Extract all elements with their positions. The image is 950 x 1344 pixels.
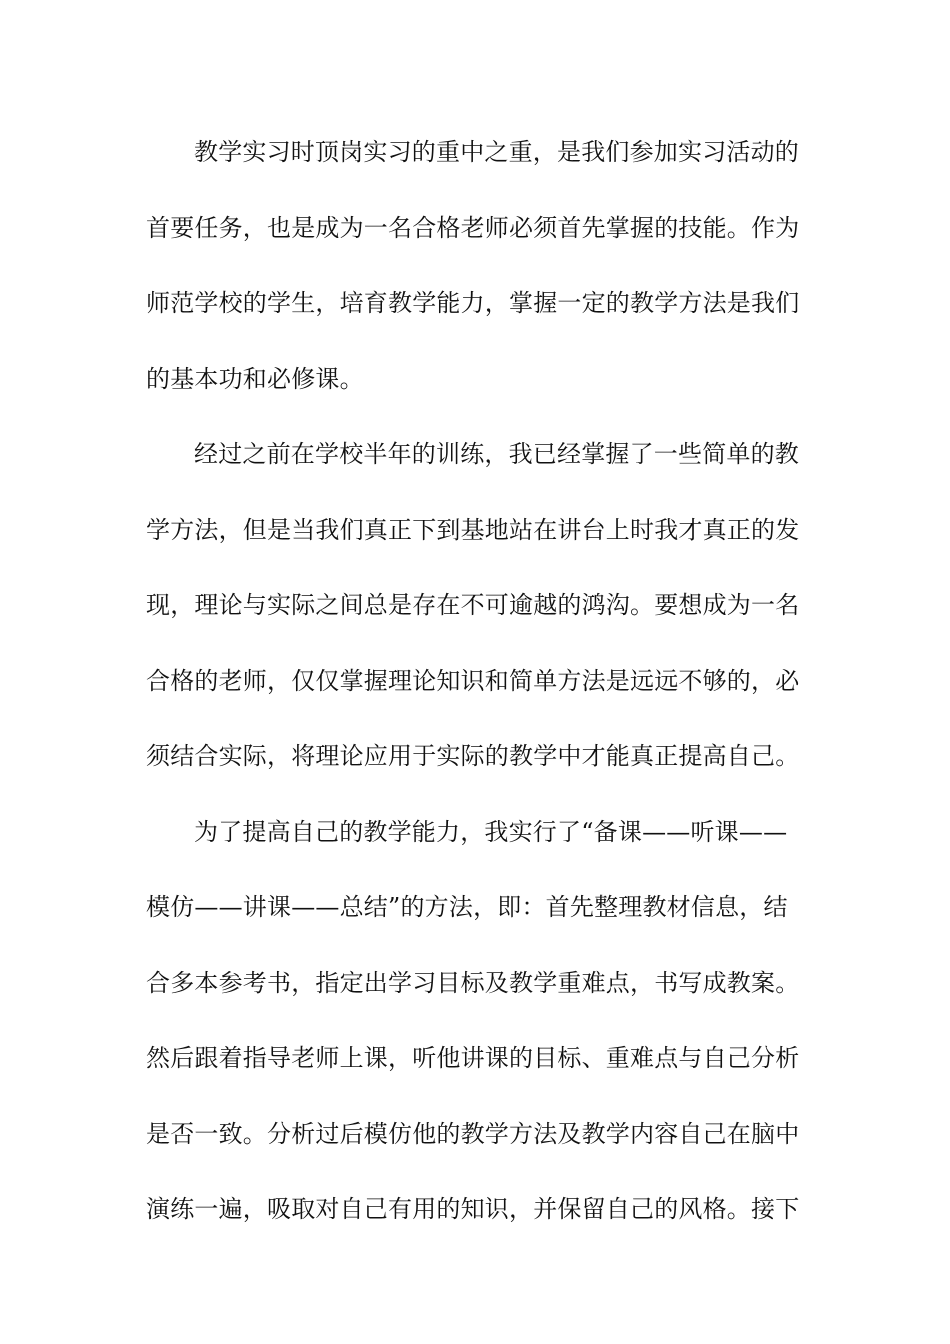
paragraph-1-line-4: 的基本功和必修课。 — [146, 364, 364, 393]
paragraph-2-line-2: 学方法，但是当我们真正下到基地站在讲台上时我才真正的发 — [146, 515, 800, 544]
paragraph-3-line-4: 然后跟着指导老师上课，听他讲课的目标、重难点与自己分析 — [146, 1044, 800, 1072]
document-body — [146, 128, 810, 1261]
paragraph-3-line-2: 模仿——讲课——总结”的方法，即：首先整理教材信息，结 — [146, 893, 788, 921]
paragraph-2-line-1: 经过之前在学校半年的训练，我已经掌握了一些简单的教 — [194, 440, 799, 468]
paragraph-2-line-5: 须结合实际，将理论应用于实际的教学中才能真正提高自己。 — [146, 742, 800, 770]
paragraph-3-line-5: 是否一致。分析过后模仿他的教学方法及教学内容自己在脑中 — [146, 1119, 800, 1148]
paragraph-3-line-3: 合多本参考书，指定出学习目标及教学重难点，书写成教案。 — [146, 968, 800, 997]
paragraph-2-line-3: 现，理论与实际之间总是存在不可逾越的鸿沟。要想成为一名 — [146, 591, 800, 619]
paragraph-1-line-1: 教学实习时顶岗实习的重中之重，是我们参加实习活动的 — [194, 138, 799, 166]
paragraph-3-line-6: 演练一遍，吸取对自己有用的知识，并保留自己的风格。接下 — [146, 1195, 800, 1223]
paragraph-3-line-1: 为了提高自己的教学能力，我实行了“备课——听课—— — [194, 817, 788, 846]
paragraph-2-line-4: 合格的老师，仅仅掌握理论知识和简单方法是远远不够的，必 — [146, 666, 800, 695]
paragraph-1-line-2: 首要任务，也是成为一名合格老师必须首先掌握的技能。作为 — [146, 213, 800, 242]
paragraph-1-line-3: 师范学校的学生，培育教学能力，掌握一定的教学方法是我们 — [146, 289, 800, 317]
